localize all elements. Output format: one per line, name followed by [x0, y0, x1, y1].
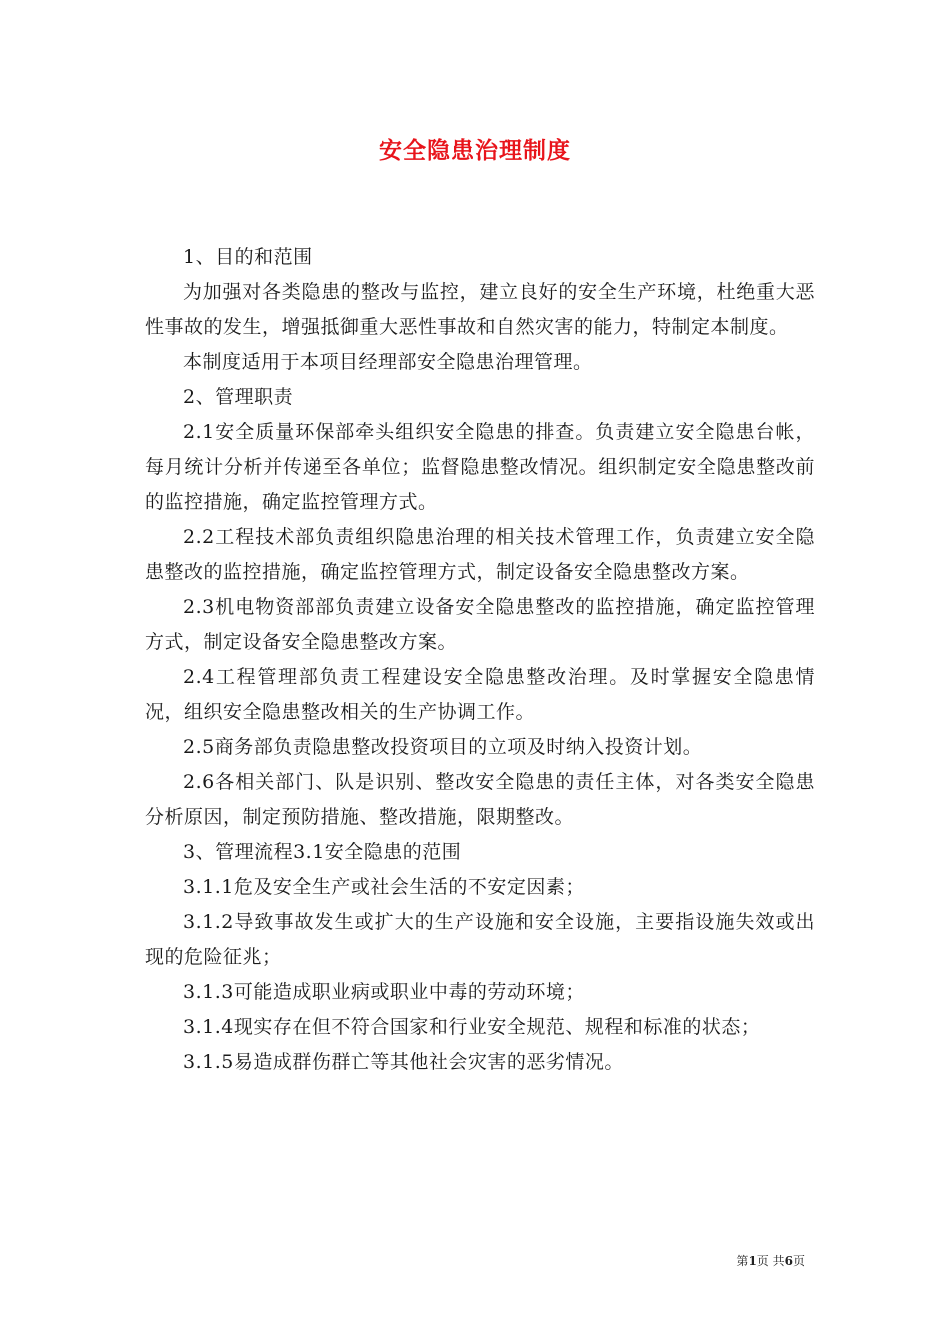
total-page-count: 6 — [784, 1254, 793, 1268]
paragraph: 2.4工程管理部负责工程建设安全隐患整改治理。及时掌握安全隐患情况，组织安全隐患整改相关的生产协调工作。 — [145, 666, 815, 723]
paragraph: 为加强对各类隐患的整改与监控，建立良好的安全生产环境，杜绝重大恶性事故的发生，增强抵御重大恶性事故和自然灾害的能力，特制定本制度。 — [145, 281, 815, 338]
section-heading-3: 3、管理流程3.1安全隐患的范围 — [183, 841, 462, 863]
footer-prefix: 第 — [736, 1254, 749, 1268]
paragraph: 3.1.4现实存在但不符合国家和行业安全规范、规程和标准的状态； — [183, 1016, 761, 1038]
footer-suffix: 页 — [792, 1254, 805, 1268]
document-body — [145, 240, 815, 1080]
paragraph: 3.1.3可能造成职业病或职业中毒的劳动环境； — [183, 981, 585, 1003]
document-title: 安全隐患治理制度 — [379, 138, 571, 164]
paragraph: 3.1.2导致事故发生或扩大的生产设施和安全设施，主要指设施失效或出现的危险征兆； — [145, 911, 815, 968]
paragraph: 3.1.1危及安全生产或社会生活的不安定因素； — [183, 876, 585, 898]
paragraph: 2.5商务部负责隐患整改投资项目的立项及时纳入投资计划。 — [183, 736, 703, 758]
current-page-number: 1 — [748, 1254, 757, 1268]
paragraph: 2.1安全质量环保部牵头组织安全隐患的排查。负责建立安全隐患台帐，每月统计分析并传递至各单位；监督隐患整改情况。组织制定安全隐患整改前的监控措施，确定监控管理方式。 — [145, 421, 815, 513]
paragraph: 2.3机电物资部部负责建立设备安全隐患整改的监控措施，确定监控管理方式，制定设备安全隐患整改方案。 — [145, 596, 815, 653]
paragraph: 2.6各相关部门、队是识别、整改安全隐患的责任主体，对各类安全隐患分析原因，制定预防措施、整改措施，限期整改。 — [145, 771, 815, 828]
footer-middle: 页 共 — [756, 1254, 785, 1268]
section-heading-2: 2、管理职责 — [183, 386, 294, 408]
paragraph: 本制度适用于本项目经理部安全隐患治理管理。 — [183, 351, 593, 373]
page-number-footer — [736, 1252, 805, 1269]
section-heading-1: 1、目的和范围 — [183, 246, 313, 268]
paragraph: 2.2工程技术部负责组织隐患治理的相关技术管理工作，负责建立安全隐患整改的监控措施，确定监控管理方式，制定设备安全隐患整改方案。 — [145, 526, 815, 583]
paragraph: 3.1.5易造成群伤群亡等其他社会灾害的恶劣情况。 — [183, 1051, 624, 1073]
